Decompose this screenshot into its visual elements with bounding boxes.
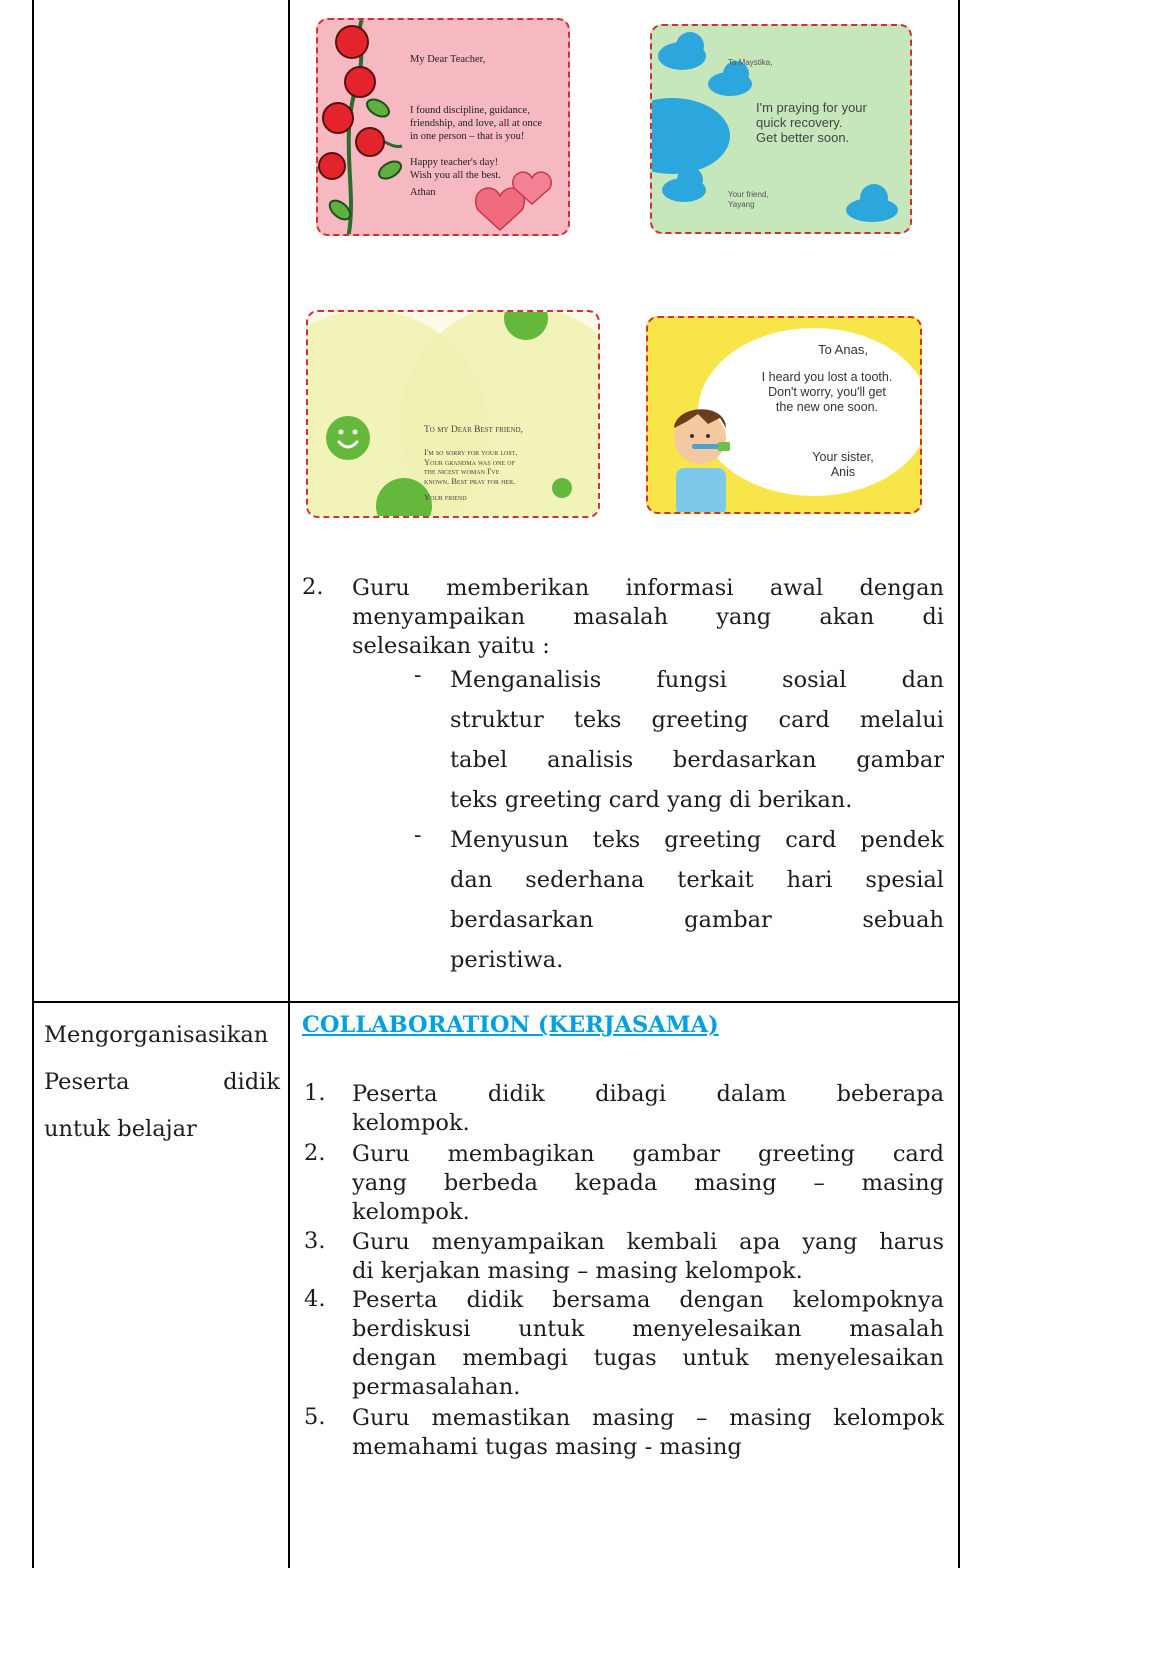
card-signature: Your friend, Yayang bbox=[728, 190, 769, 209]
step-line: Guru memberikan informasi awal dengan bbox=[352, 575, 944, 601]
item-line: Guru menyampaikan kembali apa yang harus bbox=[352, 1229, 944, 1255]
card-signature: Your friend bbox=[424, 492, 467, 502]
item-text bbox=[352, 1140, 944, 1227]
bullet-line: berdasarkan gambar sebuah bbox=[450, 907, 944, 933]
item-line: Guru membagikan gambar greeting card bbox=[352, 1141, 944, 1167]
greeting-card-tooth bbox=[646, 316, 922, 514]
stage-label-line: Mengorganisasikan bbox=[44, 1022, 269, 1048]
bullet-line: Menyusun teks greeting card pendek bbox=[450, 827, 944, 853]
item-text bbox=[352, 1404, 944, 1462]
card-message: I heard you lost a tooth. Don't worry, you'll get the new one soon. bbox=[761, 370, 893, 414]
bullet-line: Menganalisis fungsi sosial dan bbox=[450, 667, 944, 693]
card-message: I'm so sorry for your lost. Your grandma was one of the nicest woman I've known. Best pray for her. bbox=[424, 447, 518, 486]
stage-label-word: didik bbox=[223, 1069, 280, 1095]
step-line: menyampaikan masalah yang akan di bbox=[352, 604, 944, 630]
step-number: 2. bbox=[302, 574, 324, 600]
card-greeting: My Dear Teacher, bbox=[410, 54, 486, 65]
item-line: Peserta didik dibagi dalam beberapa bbox=[352, 1081, 944, 1107]
item-text bbox=[352, 1286, 944, 1402]
step-text bbox=[352, 574, 944, 661]
section-heading: COLLABORATION (KERJASAMA) bbox=[302, 1012, 719, 1038]
item-line: di kerjakan masing – masing kelompok. bbox=[352, 1258, 803, 1284]
table-row-divider bbox=[32, 1001, 960, 1003]
greeting-card-condolence bbox=[306, 310, 600, 518]
greeting-card-teacher bbox=[316, 18, 570, 236]
item-line: permasalahan. bbox=[352, 1374, 521, 1400]
card-signature: Athan bbox=[410, 187, 436, 198]
stage-label-word: Peserta bbox=[44, 1069, 130, 1095]
bullet-line: struktur teks greeting card melalui bbox=[450, 707, 944, 733]
item-number: 5. bbox=[304, 1404, 326, 1430]
bullet-text bbox=[450, 660, 944, 820]
item-number: 4. bbox=[304, 1286, 326, 1312]
item-text bbox=[352, 1080, 944, 1138]
bullet-text bbox=[450, 820, 944, 980]
item-line: kelompok. bbox=[352, 1199, 470, 1225]
card-signature: Your sister, Anis bbox=[812, 450, 874, 479]
item-line: berdiskusi untuk menyelesaikan masalah bbox=[352, 1316, 944, 1342]
item-text bbox=[352, 1228, 944, 1286]
item-line: yang berbeda kepada masing – masing bbox=[352, 1170, 944, 1196]
item-line: memahami tugas masing - masing bbox=[352, 1434, 742, 1460]
item-line: dengan membagi tugas untuk menyelesaikan bbox=[352, 1345, 944, 1371]
bullet-line: teks greeting card yang di berikan. bbox=[450, 787, 853, 813]
greeting-card-recovery bbox=[650, 24, 912, 234]
bullet-dash: - bbox=[414, 823, 422, 848]
item-line: kelompok. bbox=[352, 1110, 470, 1136]
item-line: Guru memastikan masing – masing kelompok bbox=[352, 1405, 944, 1431]
stage-label bbox=[44, 1012, 280, 1153]
item-line: Peserta didik bersama dengan kelompoknya bbox=[352, 1287, 944, 1313]
bullet-line: tabel analisis berdasarkan gambar bbox=[450, 747, 944, 773]
table-border-left bbox=[32, 0, 34, 1568]
card-greeting: To Maystika, bbox=[728, 58, 773, 67]
bullet-line: peristiwa. bbox=[450, 947, 564, 973]
item-number: 2. bbox=[304, 1140, 326, 1166]
circles-illustration bbox=[308, 312, 600, 518]
card-message: I'm praying for your quick recovery. Get better soon. bbox=[756, 100, 867, 145]
bullet-dash: - bbox=[414, 663, 422, 688]
item-number: 3. bbox=[304, 1228, 326, 1254]
step-line: selesaikan yaitu : bbox=[352, 633, 550, 659]
table-border-mid bbox=[288, 0, 290, 1568]
stage-label-line: untuk belajar bbox=[44, 1116, 197, 1142]
bullet-line: dan sederhana terkait hari spesial bbox=[450, 867, 944, 893]
card-body bbox=[410, 40, 542, 195]
table-border-right bbox=[958, 0, 960, 1568]
card-message: I found discipline, guidance, friendship, and love, all at once in one person – that is you! Happy teacher's day! Wish you all the best. bbox=[410, 105, 543, 181]
card-greeting: To my Dear Best friend, bbox=[424, 425, 523, 435]
card-greeting: To Anas, bbox=[818, 342, 868, 357]
stage-label-line bbox=[44, 1059, 280, 1106]
item-number: 1. bbox=[304, 1080, 326, 1106]
